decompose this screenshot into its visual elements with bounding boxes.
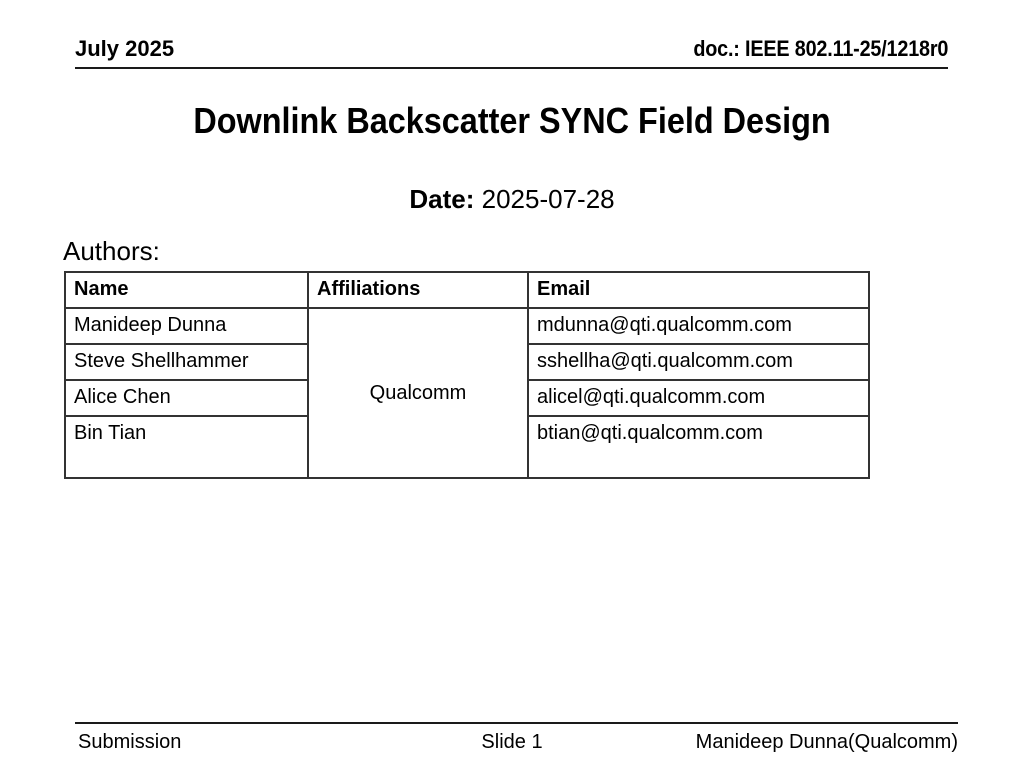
table-header-email: Email [528,272,869,308]
slide-title: Downlink Backscatter SYNC Field Design [193,100,831,141]
author-name-cell: Bin Tian [65,416,308,478]
slide-header [75,36,948,69]
table-header-affiliations: Affiliations [308,272,528,308]
date-line [0,184,1024,214]
affiliation-cell: Qualcomm [308,308,528,478]
authors-table [64,271,870,479]
author-name-cell: Alice Chen [65,380,308,416]
author-name-cell: Manideep Dunna [65,308,308,344]
footer-slide-number: Slide 1 [481,731,543,753]
author-email-cell: btian@qti.qualcomm.com [528,416,869,478]
header-date: July 2025 [75,36,175,61]
date-label: Date: [409,184,475,214]
footer-author-credit: Manideep Dunna(Qualcomm) [695,731,958,753]
author-email-cell: sshellha@qti.qualcomm.com [528,344,869,380]
author-name-cell: Steve Shellhammer [65,344,308,380]
table-header-row [65,272,869,308]
date-value: 2025-07-28 [481,184,615,214]
footer-divider [75,722,958,724]
table-header-name: Name [65,272,308,308]
header-doc-number: doc.: IEEE 802.11-25/1218r0 [693,36,948,61]
table-row [65,308,869,344]
author-email-cell: alicel@qti.qualcomm.com [528,380,869,416]
authors-label: Authors: [63,236,160,266]
author-email-cell: mdunna@qti.qualcomm.com [528,308,869,344]
footer-submission-label: Submission [78,731,182,753]
